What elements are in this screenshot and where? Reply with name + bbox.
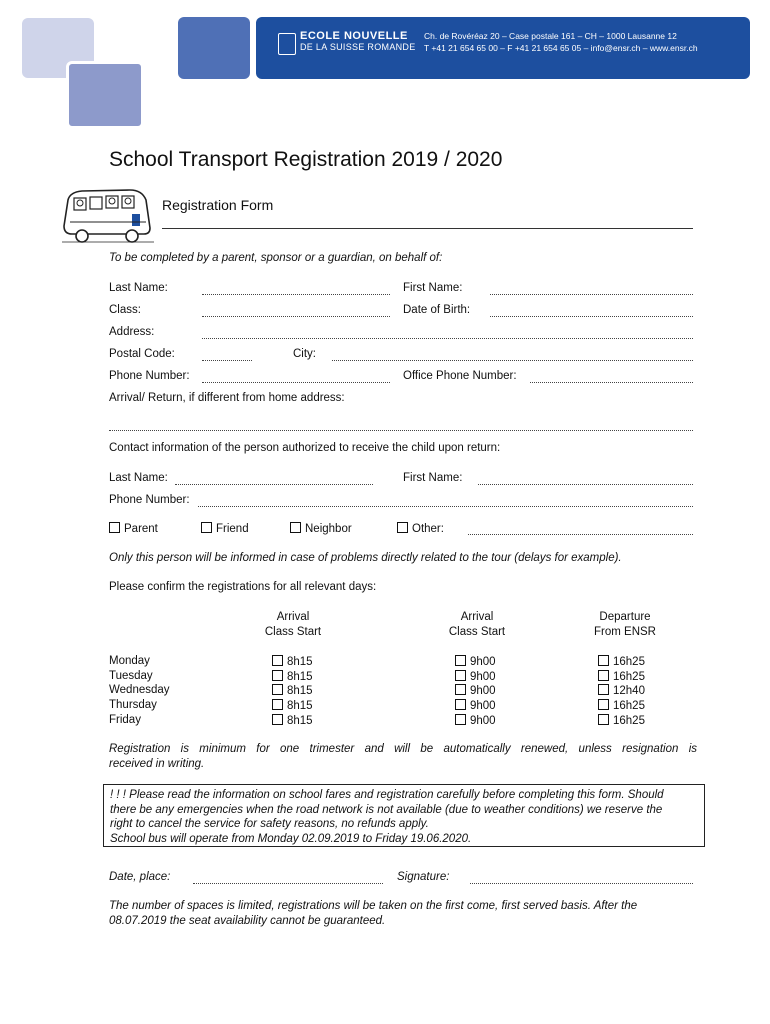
notice-line: right to cancel the service for safety reasons, no refunds apply. [110,818,429,830]
signature-label: Signature: [397,871,450,883]
form-subtitle: Registration Form [162,197,274,213]
logo-line1: ECOLE NOUVELLE [300,30,408,42]
office-phone-label: Office Phone Number: [403,370,517,382]
footer-line1: The number of spaces is limited, registrations will be taken on the first come, first served basis. After the [109,900,638,912]
notice-box [103,784,705,847]
checkbox-icon[interactable] [598,699,609,710]
class-label: Class: [109,304,141,316]
address-field[interactable] [202,338,693,339]
slot-time: 9h00 [470,700,496,712]
notice-line: ! ! ! Please read the information on school fares and registration carefully before completing this form. Should [110,789,664,801]
intro-text: To be completed by a parent, sponsor or a guardian, on behalf of: [109,252,443,264]
slot-monday-b[interactable] [455,655,496,668]
slot-time: 16h25 [613,671,645,683]
day-thursday: Thursday [109,699,157,711]
slot-time: 9h00 [470,715,496,727]
contact-first-name-label: First Name: [403,472,463,484]
col3-header-line2: From ENSR [594,626,656,638]
postal-code-label: Postal Code: [109,348,175,360]
col3-header-line1: Departure [599,611,651,623]
signature-field[interactable] [470,883,693,884]
checkbox-icon[interactable] [290,522,301,533]
option-neighbor[interactable] [290,522,352,535]
day-friday: Friday [109,714,141,726]
first-name-field[interactable] [490,294,693,295]
slot-tuesday-b[interactable] [455,670,496,683]
checkbox-icon[interactable] [455,699,466,710]
decor-square-dark [178,17,250,79]
option-parent[interactable] [109,522,158,535]
contact-note: Only this person will be informed in case of problems directly related to the tour (delays for example). [109,552,622,564]
subtitle-rule [162,228,693,229]
class-field[interactable] [202,316,390,317]
slot-wednesday-b[interactable] [455,684,496,697]
page-title: School Transport Registration 2019 / 2020 [109,148,503,171]
col1-header-line1: Arrival [276,611,310,623]
last-name-label: Last Name: [109,282,168,294]
col2-header-line2: Class Start [448,626,506,638]
registration-note-line1: Registration is minimum for one trimester and will be automatically renewed, unless resignation is [109,743,697,755]
slot-thursday-c[interactable] [598,699,645,712]
col1-header-line2: Class Start [264,626,322,638]
office-phone-field[interactable] [530,382,693,383]
slot-time: 16h25 [613,700,645,712]
col2-header-line1: Arrival [460,611,494,623]
day-wednesday: Wednesday [109,684,170,696]
logo-line2: DE LA SUISSE ROMANDE [300,42,416,52]
phone-number-label: Phone Number: [109,370,190,382]
contact-last-name-label: Last Name: [109,472,168,484]
day-monday: Monday [109,655,150,667]
contact-phone-label: Phone Number: [109,494,190,506]
address-line2: T +41 21 654 65 00 – F +41 21 654 65 05 – info@ensr.ch – www.ensr.ch [424,43,698,53]
slot-tuesday-c[interactable] [598,670,645,683]
checkbox-icon[interactable] [272,699,283,710]
notice-line: there be any emergencies when the road network is not available (due to weather conditions) we reserve the [110,803,663,816]
city-label: City: [293,348,316,360]
arrival-return-field[interactable] [109,430,693,431]
checkbox-icon[interactable] [272,655,283,666]
slot-time: 8h15 [287,715,313,727]
option-neighbor-label: Neighbor [305,523,352,535]
option-friend-label: Friend [216,523,249,535]
slot-time: 8h15 [287,656,313,668]
slot-time: 8h15 [287,685,313,697]
phone-number-field[interactable] [202,382,390,383]
school-bus-icon [60,186,156,248]
city-field[interactable] [332,360,693,361]
checkbox-icon[interactable] [201,522,212,533]
registration-note-line2: received in writing. [109,758,205,770]
option-other-label: Other: [412,523,444,535]
date-of-birth-field[interactable] [490,316,693,317]
slot-wednesday-a[interactable] [272,684,313,697]
date-place-field[interactable] [193,883,383,884]
slot-tuesday-a[interactable] [272,670,313,683]
checkbox-icon[interactable] [272,670,283,681]
other-specify-field[interactable] [468,534,693,535]
slot-friday-c[interactable] [598,714,645,727]
header-banner [256,17,750,79]
notice-line: School bus will operate from Monday 02.09.2019 to Friday 19.06.2020. [110,832,472,845]
slot-time: 8h15 [287,700,313,712]
contact-heading: Contact information of the person authorized to receive the child upon return: [109,442,501,454]
slot-time: 16h25 [613,715,645,727]
checkbox-icon[interactable] [455,714,466,725]
checkbox-icon[interactable] [397,522,408,533]
contact-first-name-field[interactable] [478,484,693,485]
slot-thursday-b[interactable] [455,699,496,712]
checkbox-icon[interactable] [598,714,609,725]
checkbox-icon[interactable] [598,670,609,681]
first-name-label: First Name: [403,282,463,294]
slot-friday-b[interactable] [455,714,496,727]
slot-time: 9h00 [470,685,496,697]
slot-wednesday-c[interactable] [598,684,645,697]
checkbox-icon[interactable] [272,714,283,725]
checkbox-icon[interactable] [455,684,466,695]
contact-phone-field[interactable] [198,506,693,507]
schedule-heading: Please confirm the registrations for all relevant days: [109,581,377,593]
checkbox-icon[interactable] [455,670,466,681]
slot-monday-c[interactable] [598,655,645,668]
address-line1: Ch. de Rovéréaz 20 – Case postale 161 – CH – 1000 Lausanne 12 [424,31,677,41]
slot-time: 9h00 [470,671,496,683]
slot-time: 16h25 [613,656,645,668]
slot-friday-a[interactable] [272,714,313,727]
slot-monday-a[interactable] [272,655,313,668]
day-tuesday: Tuesday [109,670,153,682]
footer-line2: 08.07.2019 the seat availability cannot be guaranteed. [109,915,386,927]
checkbox-icon[interactable] [598,684,609,695]
postal-code-field[interactable] [202,360,252,361]
arrival-return-label: Arrival/ Return, if different from home address: [109,392,345,404]
checkbox-icon[interactable] [455,655,466,666]
decor-square-mid [66,61,144,129]
address-label: Address: [109,326,155,338]
slot-thursday-a[interactable] [272,699,313,712]
date-place-label: Date, place: [109,871,171,883]
date-of-birth-label: Date of Birth: [403,304,471,316]
slot-time: 9h00 [470,656,496,668]
checkbox-icon[interactable] [272,684,283,695]
school-crest-icon [278,33,296,55]
option-other[interactable] [397,522,444,535]
checkbox-icon[interactable] [109,522,120,533]
option-parent-label: Parent [124,523,158,535]
slot-time: 8h15 [287,671,313,683]
option-friend[interactable] [201,522,249,535]
last-name-field[interactable] [202,294,390,295]
checkbox-icon[interactable] [598,655,609,666]
slot-time: 12h40 [613,685,645,697]
contact-last-name-field[interactable] [175,484,373,485]
